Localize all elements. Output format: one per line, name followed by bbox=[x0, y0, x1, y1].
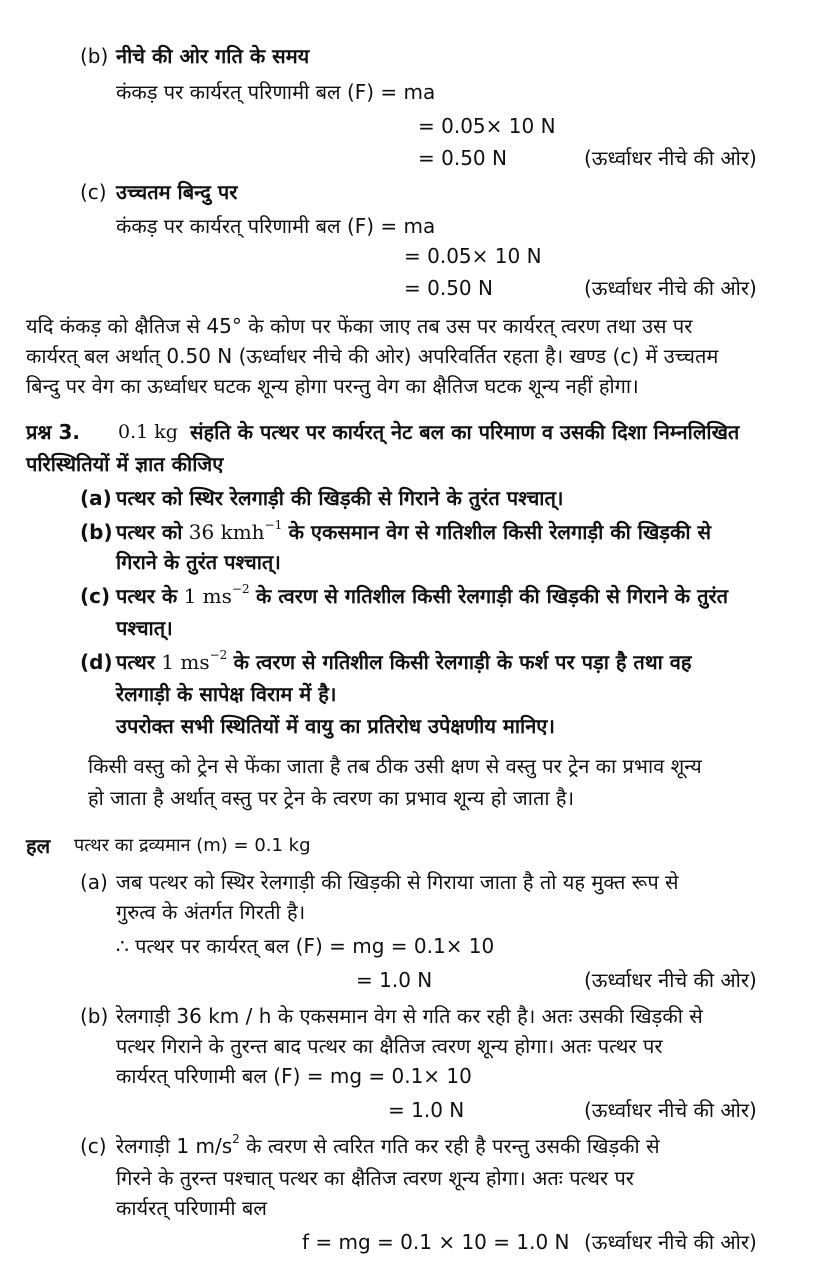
part-c-eq2: = 0.50 N bbox=[404, 276, 493, 300]
question-label: प्रश्न 3. bbox=[26, 420, 80, 444]
part-b-force-line: कंकड़ पर कार्यरत् परिणामी बल (F) = ma bbox=[116, 80, 436, 104]
question-a-label: (a) bbox=[80, 486, 112, 510]
question-mass-value: 0.1 kg bbox=[118, 421, 178, 443]
solution-c-line3: कार्यरत् परिणामी बल bbox=[116, 1196, 267, 1220]
question-c-accel-exp: −2 bbox=[231, 582, 250, 597]
note2-line1: किसी वस्तु को ट्रेन से फेंका जाता है तब ठीक उसी क्षण से वस्तु पर ट्रेन का प्रभाव शून्य bbox=[88, 754, 702, 778]
note1-line1: यदि कंकड़ को क्षैतिज से 45° के कोण पर फेंका जाए तब उस पर कार्यरत् त्वरण तथा उस पर bbox=[26, 314, 693, 338]
question-c-pre: पत्थर के bbox=[116, 584, 178, 608]
note1-line3: बिन्दु पर वेग का ऊर्ध्वाधर घटक शून्य होगा परन्तु वेग का क्षैतिज घटक शून्य नहीं होगा। bbox=[26, 374, 639, 398]
question-d-pre: पत्थर bbox=[116, 650, 155, 674]
solution-a-line3: ∴ पत्थर पर कार्यरत् बल (F) = mg = 0.1× 10 bbox=[116, 934, 495, 958]
solution-a-direction: (ऊर्ध्वाधर नीचे की ओर) bbox=[584, 968, 757, 992]
solution-c-eq: f = mg = 0.1 × 10 = 1.0 N bbox=[302, 1230, 570, 1254]
solution-b-direction: (ऊर्ध्वाधर नीचे की ओर) bbox=[584, 1098, 757, 1122]
question-d-accel: 1 ms bbox=[161, 650, 210, 674]
question-c-post: के त्वरण से गतिशील किसी रेलगाड़ी की खिड़की से गिराने के तुरंत bbox=[255, 584, 729, 608]
question-d-accel-exp: −2 bbox=[209, 648, 228, 663]
solution-mass: पत्थर का द्रव्यमान (m) = 0.1 kg bbox=[74, 835, 311, 856]
question-d-post: के त्वरण से गतिशील किसी रेलगाड़ी के फर्श पर पड़ा है तथा वह bbox=[233, 650, 692, 674]
solution-c-post: के त्वरण से त्वरित गति कर रही है परन्तु उसकी खिड़की से bbox=[239, 1134, 660, 1158]
question-b-line2: गिराने के तुरंत पश्चात्। bbox=[116, 550, 281, 574]
question-c-line1 bbox=[116, 582, 728, 610]
solution-a-label: (a) bbox=[80, 870, 108, 894]
solution-b-line2: पत्थर गिराने के तुरन्त बाद पत्थर का क्षैतिज त्वरण शून्य होगा। अतः पत्थर पर bbox=[116, 1034, 663, 1058]
question-b-line1 bbox=[116, 518, 711, 546]
solution-b-eq: = 1.0 N bbox=[388, 1098, 465, 1122]
part-b-label: (b) bbox=[80, 44, 109, 68]
question-a-text: पत्थर को स्थिर रेलगाड़ी की खिड़की से गिराने के तुरंत पश्चात्। bbox=[116, 486, 564, 510]
solution-c-exp: 2 bbox=[232, 1132, 240, 1147]
part-c-label: (c) bbox=[80, 180, 107, 204]
solution-a-line1: जब पत्थर को स्थिर रेलगाड़ी की खिड़की से गिराया जाता है तो यह मुक्त रूप से bbox=[116, 870, 679, 894]
solution-b-line3: कार्यरत् परिणामी बल (F) = mg = 0.1× 10 bbox=[116, 1064, 472, 1088]
solution-a-line2: गुरुत्व के अंतर्गत गिरती है। bbox=[116, 900, 306, 924]
solution-c-pre: रेलगाड़ी 1 m/s bbox=[116, 1134, 233, 1158]
question-c-accel: 1 ms bbox=[183, 584, 232, 608]
part-b-eq2: = 0.50 N bbox=[418, 146, 507, 170]
question-b-speed: 36 kmh bbox=[188, 520, 265, 544]
part-c-eq1: = 0.05× 10 N bbox=[404, 244, 542, 268]
solution-b-label: (b) bbox=[80, 1004, 109, 1028]
part-b-eq1: = 0.05× 10 N bbox=[418, 114, 556, 138]
solution-c-line1 bbox=[116, 1132, 660, 1160]
part-c-force-line: कंकड़ पर कार्यरत् परिणामी बल (F) = ma bbox=[116, 214, 436, 238]
solution-c-direction: (ऊर्ध्वाधर नीचे की ओर) bbox=[584, 1230, 757, 1254]
question-b-post: के एकसमान वेग से गतिशील किसी रेलगाड़ी की खिड़की से bbox=[288, 520, 712, 544]
part-c-direction: (ऊर्ध्वाधर नीचे की ओर) bbox=[584, 276, 757, 300]
question-line1: संहति के पत्थर पर कार्यरत् नेट बल का परिमाण व उसकी दिशा निम्नलिखित bbox=[190, 420, 740, 444]
note2-line2: हो जाता है अर्थात् वस्तु पर ट्रेन के त्वरण का प्रभाव शून्य हो जाता है। bbox=[88, 786, 575, 810]
question-d-line1 bbox=[116, 648, 692, 676]
solution-c-label: (c) bbox=[80, 1134, 107, 1158]
part-b-heading: नीचे की ओर गति के समय bbox=[116, 44, 310, 68]
question-d-label: (d) bbox=[80, 650, 113, 674]
question-d-line3: उपरोक्त सभी स्थितियों में वायु का प्रतिरोध उपेक्षणीय मानिए। bbox=[116, 714, 555, 738]
question-b-label: (b) bbox=[80, 520, 113, 544]
question-b-pre: पत्थर को bbox=[116, 520, 183, 544]
solution-label: हल bbox=[26, 834, 51, 858]
solution-a-eq: = 1.0 N bbox=[356, 968, 433, 992]
note1-line2: कार्यरत् बल अर्थात् 0.50 N (ऊर्ध्वाधर नीचे की ओर) अपरिवर्तित रहता है। खण्ड (c) में उच्चतम bbox=[26, 344, 719, 368]
part-c-heading: उच्चतम बिन्दु पर bbox=[116, 180, 238, 204]
question-d-line2: रेलगाड़ी के सापेक्ष विराम में है। bbox=[116, 682, 337, 706]
solution-b-line1: रेलगाड़ी 36 km / h के एकसमान वेग से गति कर रही है। अतः उसकी खिड़की से bbox=[116, 1004, 703, 1028]
part-b-direction: (ऊर्ध्वाधर नीचे की ओर) bbox=[584, 146, 757, 170]
question-c-line2: पश्चात्। bbox=[116, 616, 173, 640]
question-c-label: (c) bbox=[80, 584, 111, 608]
solution-c-line2: गिरने के तुरन्त पश्चात् पत्थर का क्षैतिज त्वरण शून्य होगा। अतः पत्थर पर bbox=[116, 1166, 634, 1190]
question-b-speed-exp: −1 bbox=[264, 518, 283, 533]
question-line2: परिस्थितियों में ज्ञात कीजिए bbox=[26, 452, 224, 476]
